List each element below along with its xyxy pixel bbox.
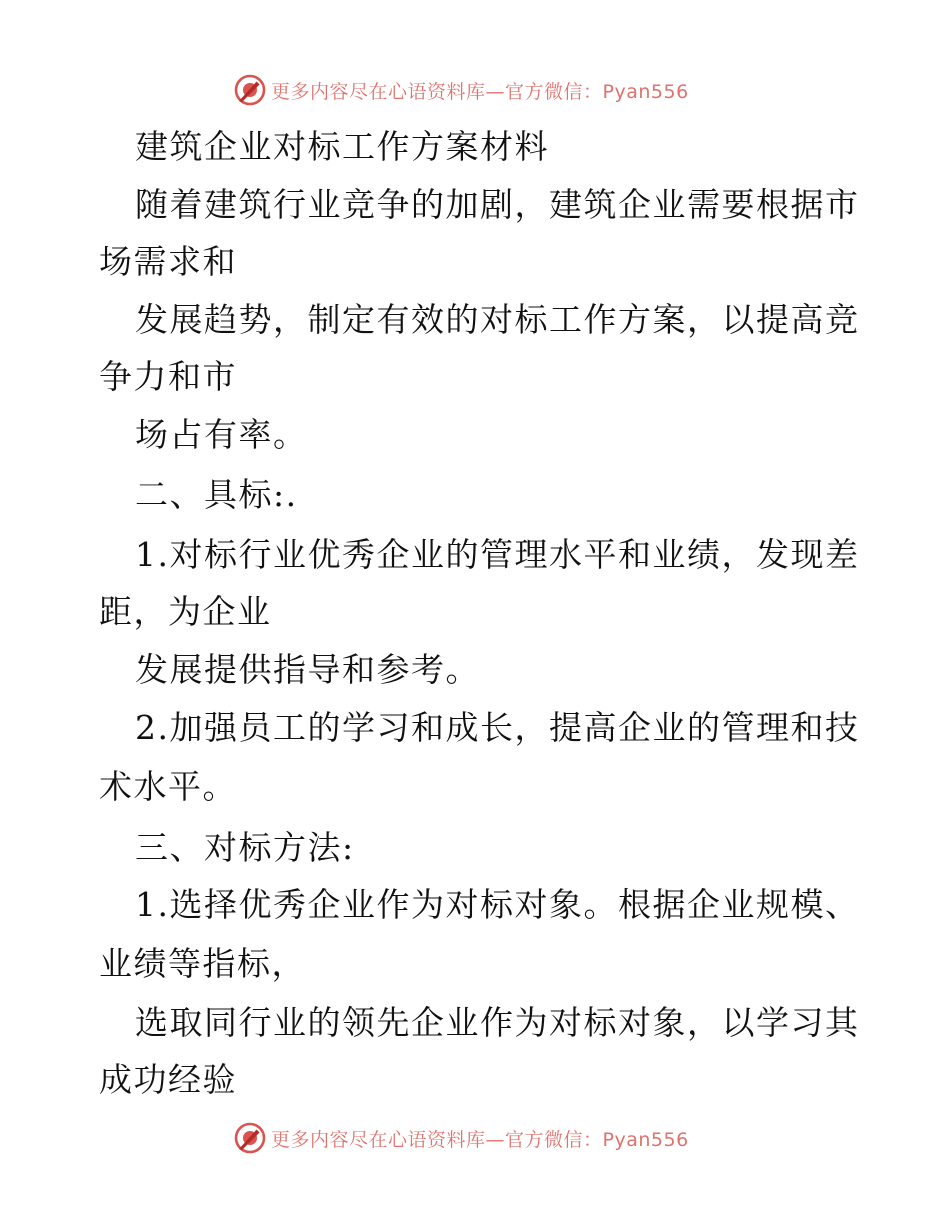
body-line: 距，为企业 [99,592,272,631]
body-line: 业绩等指标， [99,944,306,983]
section-heading: 二、具标:. [135,475,298,514]
header-banner-text: 更多内容尽在心语资料库—官方微信：Pyan556 [271,80,689,103]
quill-pen-logo-icon [233,73,267,107]
body-line: 成功经验 [99,1060,237,1099]
body-line: 争力和市 [99,357,237,396]
body-line: 发展趋势，制定有效的对标工作方案，以提高竞 [135,300,860,339]
document-title: 建筑企业对标工作方案材料 [135,127,549,166]
body-line: 1.选择优秀企业作为对标对象。根据企业规模、 [135,885,860,924]
body-line: 2.加强员工的学习和成长，提高企业的管理和技 [135,708,860,747]
body-line: 随着建筑行业竞争的加剧，建筑企业需要根据市 [135,185,860,224]
body-line: 发展提供指导和参考。 [135,650,480,689]
body-line: 术水平。 [99,767,237,806]
footer-banner-text: 更多内容尽在心语资料库—官方微信：Pyan556 [271,1128,689,1151]
body-line: 选取同行业的领先企业作为对标对象，以学习其 [135,1003,860,1042]
body-line: 1.对标行业优秀企业的管理水平和业绩，发现差 [135,535,860,574]
footer-banner [233,1118,689,1158]
section-heading: 三、对标方法: [135,828,355,867]
quill-pen-logo-icon [233,1121,267,1155]
body-line: 场需求和 [99,242,237,281]
body-line: 场占有率。 [135,415,308,454]
header-banner [233,70,689,110]
